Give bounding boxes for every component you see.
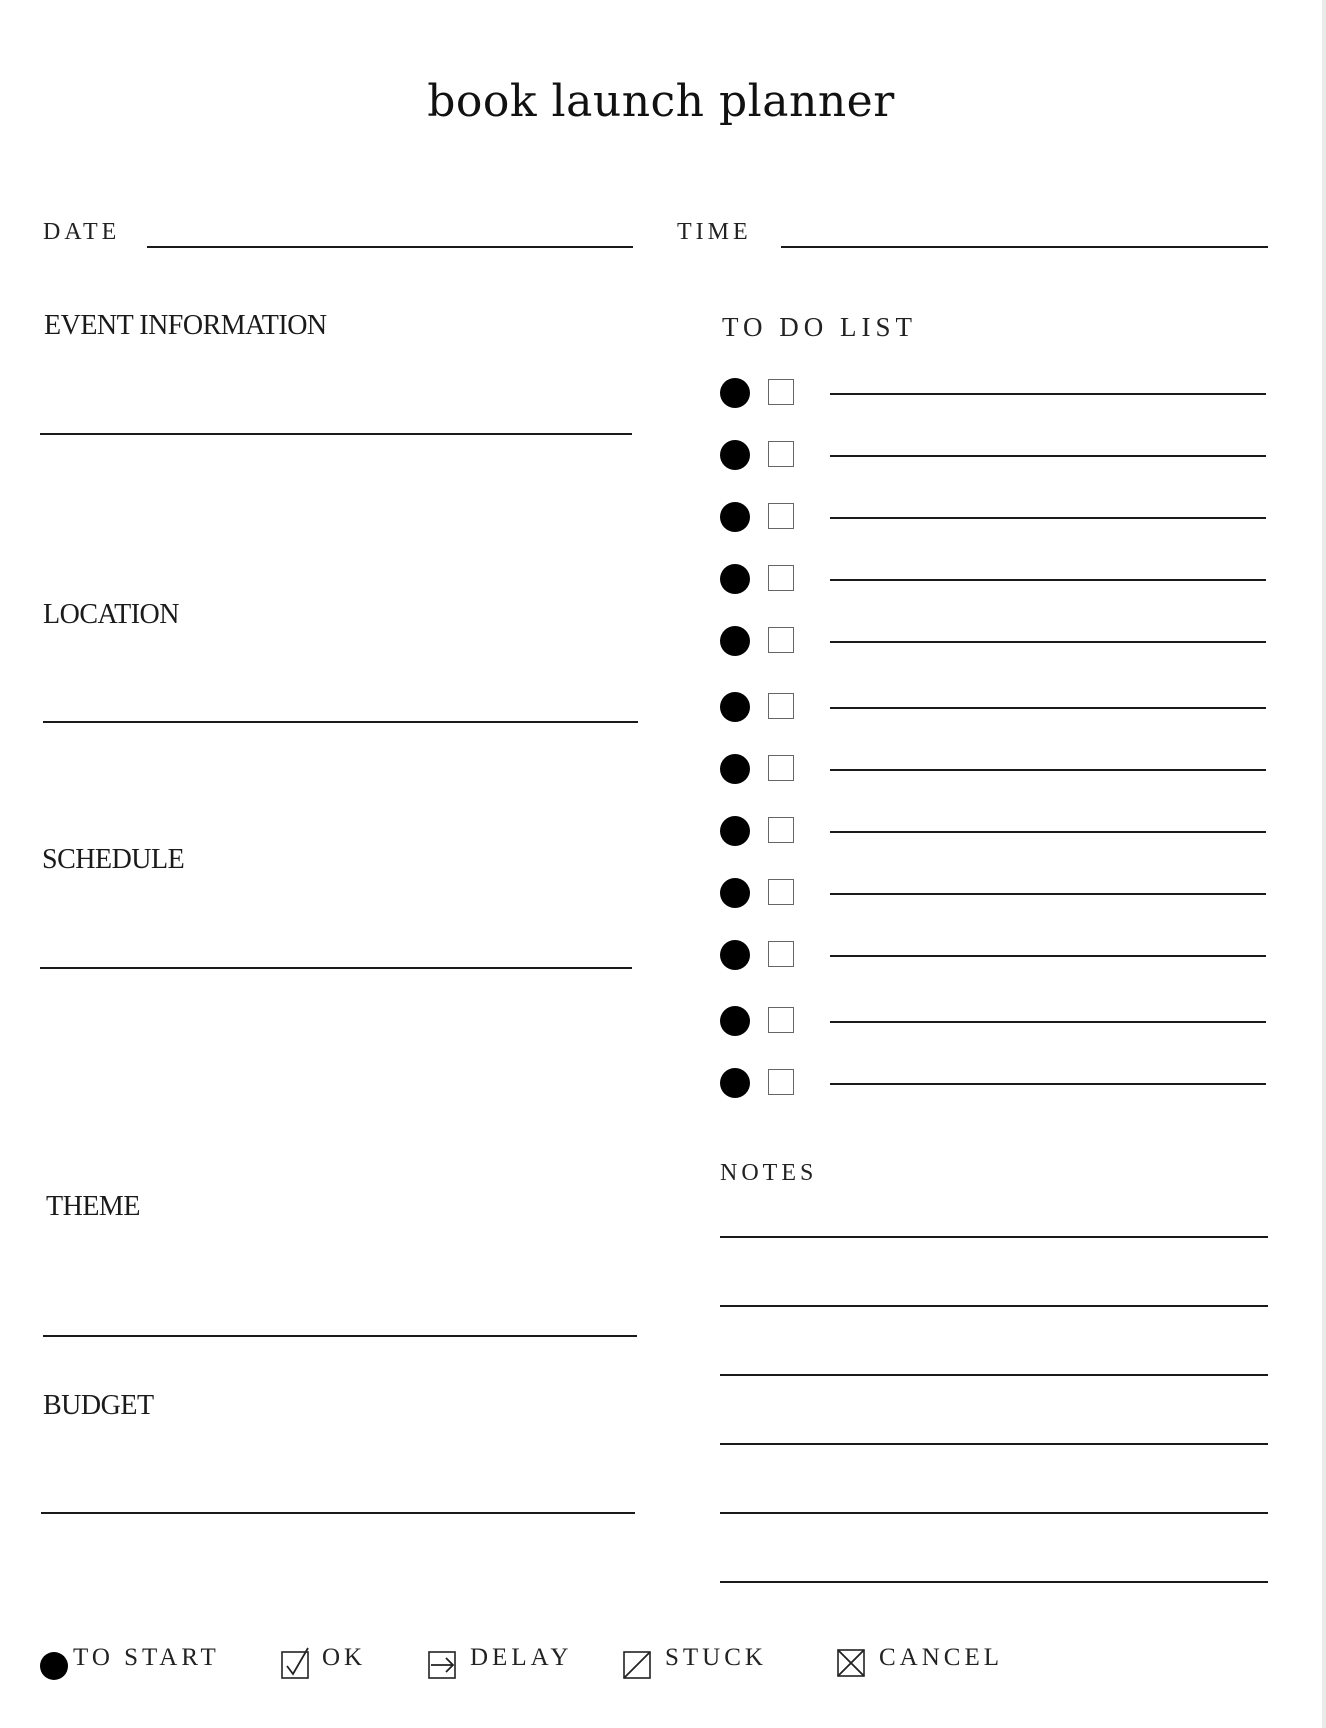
filled-dot-icon (720, 878, 750, 908)
theme-label: THEME (46, 1191, 140, 1222)
todo-item-line[interactable] (830, 517, 1266, 519)
location-label: LOCATION (43, 599, 179, 630)
todo-checkbox[interactable] (768, 565, 794, 591)
filled-dot-icon (720, 940, 750, 970)
notes-line[interactable] (720, 1581, 1268, 1583)
todo-checkbox[interactable] (768, 1007, 794, 1033)
notes-line[interactable] (720, 1512, 1268, 1514)
todo-row (720, 500, 1266, 534)
todo-checkbox[interactable] (768, 503, 794, 529)
budget-field-line[interactable] (41, 1512, 635, 1514)
todo-row (720, 938, 1266, 972)
todo-item-line[interactable] (830, 641, 1266, 643)
schedule-field-line[interactable] (40, 967, 632, 969)
event-information-field-line[interactable] (40, 433, 632, 435)
todo-row (720, 814, 1266, 848)
todo-item-line[interactable] (830, 455, 1266, 457)
legend-to-start-label: TO START (73, 1644, 220, 1671)
notes-line[interactable] (720, 1443, 1268, 1445)
todo-item-line[interactable] (830, 1083, 1266, 1085)
todo-checkbox[interactable] (768, 693, 794, 719)
todo-checkbox[interactable] (768, 879, 794, 905)
notes-line[interactable] (720, 1374, 1268, 1376)
todo-row (720, 562, 1266, 596)
filled-dot-icon (720, 1006, 750, 1036)
date-field-line[interactable] (147, 246, 633, 248)
theme-field-line[interactable] (43, 1335, 637, 1337)
todo-checkbox[interactable] (768, 755, 794, 781)
todo-checkbox[interactable] (768, 379, 794, 405)
check-box-icon (280, 1642, 312, 1682)
x-box-icon (836, 1642, 868, 1682)
todo-item-line[interactable] (830, 707, 1266, 709)
todo-checkbox[interactable] (768, 441, 794, 467)
filled-dot-icon (720, 1068, 750, 1098)
page-edge-shadow (1322, 0, 1326, 1728)
filled-dot-icon (720, 502, 750, 532)
todo-row (720, 1004, 1266, 1038)
filled-dot-icon (720, 564, 750, 594)
legend-ok-label: OK (322, 1644, 367, 1671)
todo-checkbox[interactable] (768, 1069, 794, 1095)
todo-checkbox[interactable] (768, 817, 794, 843)
time-field-line[interactable] (781, 246, 1268, 248)
todo-row (720, 624, 1266, 658)
filled-dot-icon (720, 626, 750, 656)
filled-dot-icon (720, 692, 750, 722)
todo-item-line[interactable] (830, 831, 1266, 833)
todo-checkbox[interactable] (768, 941, 794, 967)
legend-stuck-label: STUCK (665, 1644, 767, 1671)
todo-row (720, 690, 1266, 724)
arrow-box-icon (427, 1642, 459, 1682)
todo-row (720, 438, 1266, 472)
todo-item-line[interactable] (830, 769, 1266, 771)
page-title: book launch planner (427, 76, 895, 127)
slash-box-icon (622, 1642, 654, 1682)
todo-row (720, 876, 1266, 910)
todo-item-line[interactable] (830, 893, 1266, 895)
filled-dot-icon (720, 754, 750, 784)
schedule-label: SCHEDULE (42, 844, 185, 875)
legend-delay-label: DELAY (470, 1644, 573, 1671)
todo-row (720, 1066, 1266, 1100)
filled-dot-icon (720, 440, 750, 470)
notes-label: NOTES (720, 1160, 818, 1186)
filled-dot-icon (720, 378, 750, 408)
todo-item-line[interactable] (830, 1021, 1266, 1023)
filled-dot-icon (38, 1642, 72, 1682)
date-label: DATE (43, 219, 121, 245)
budget-label: BUDGET (43, 1390, 154, 1421)
legend-cancel-label: CANCEL (879, 1644, 1003, 1671)
time-label: TIME (677, 219, 752, 245)
location-field-line[interactable] (43, 721, 638, 723)
todo-row (720, 752, 1266, 786)
todo-list-label: TO DO LIST (722, 312, 917, 342)
event-information-label: EVENT INFORMATION (44, 310, 327, 341)
notes-line[interactable] (720, 1305, 1268, 1307)
todo-row (720, 376, 1266, 410)
todo-checkbox[interactable] (768, 627, 794, 653)
filled-dot-icon (720, 816, 750, 846)
todo-item-line[interactable] (830, 393, 1266, 395)
notes-line[interactable] (720, 1236, 1268, 1238)
todo-item-line[interactable] (830, 955, 1266, 957)
todo-item-line[interactable] (830, 579, 1266, 581)
